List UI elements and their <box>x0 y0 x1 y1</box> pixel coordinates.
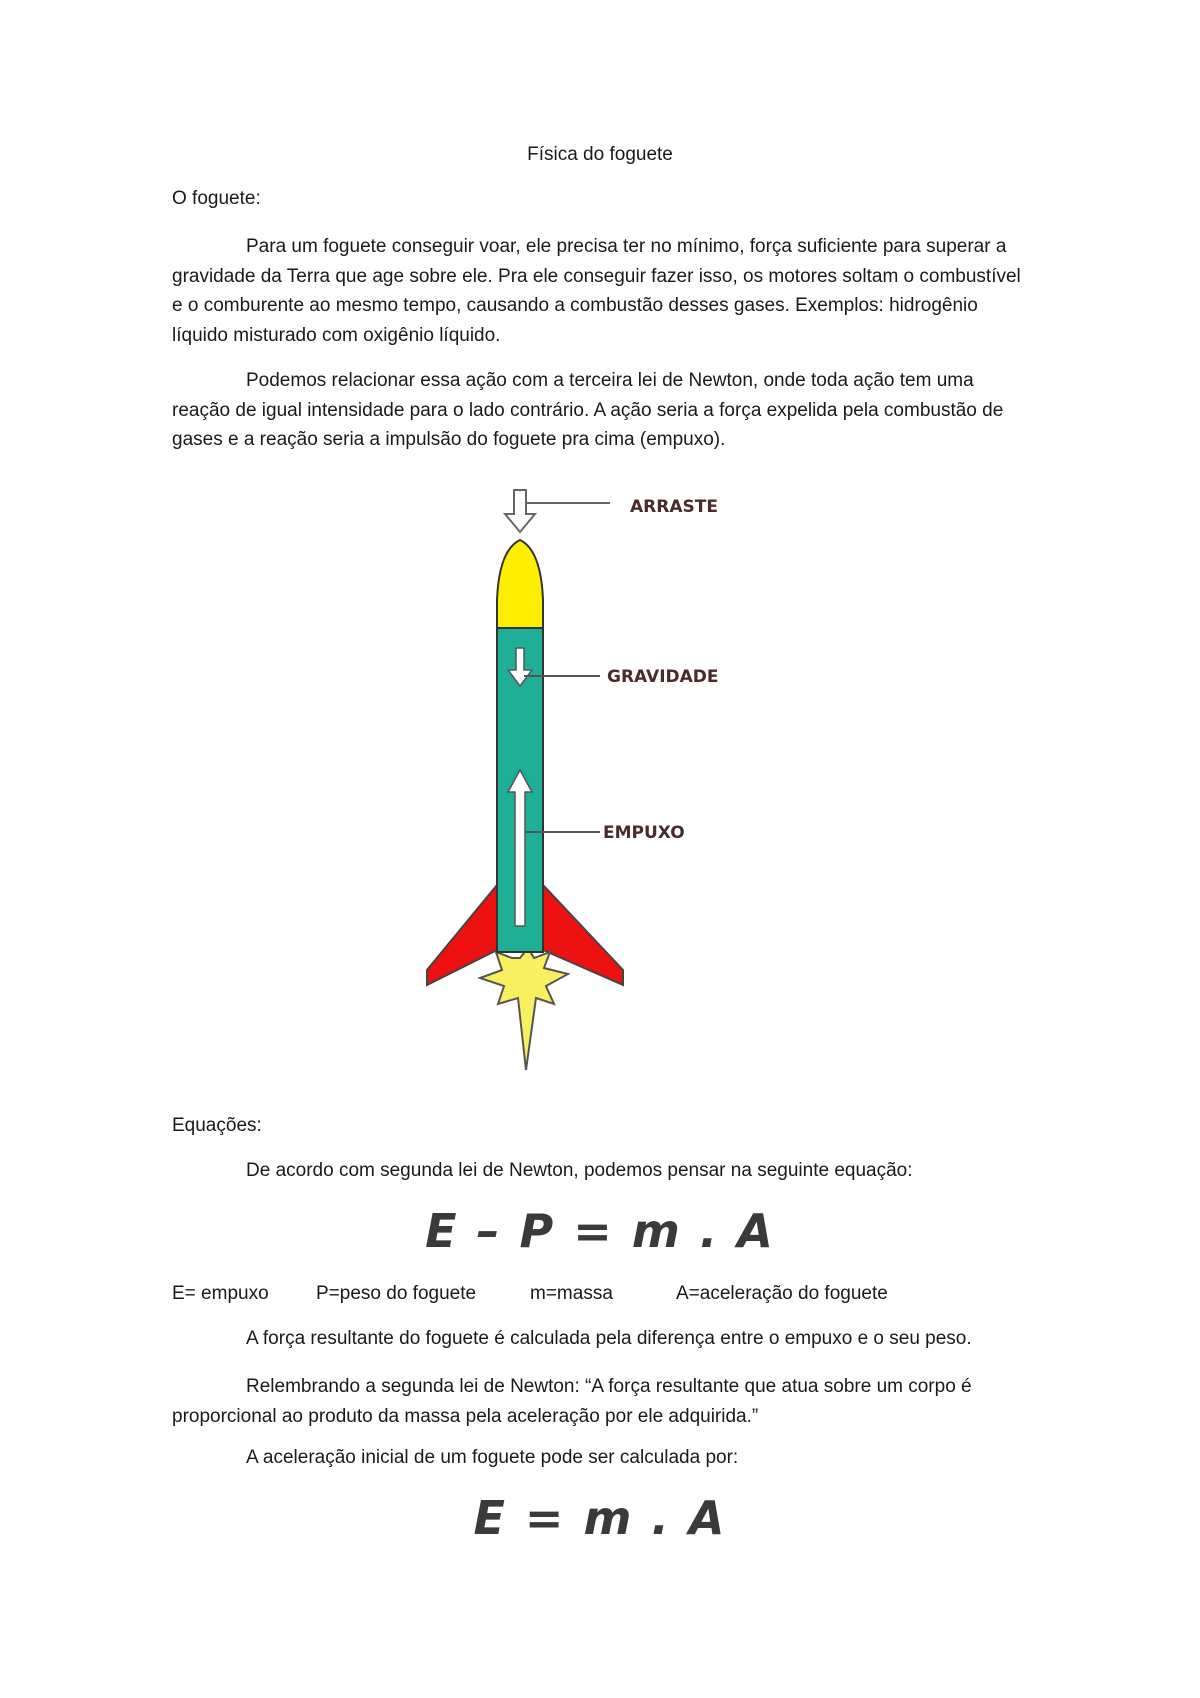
legend-acceleration: A=aceleração do foguete <box>676 1283 888 1304</box>
label-drag: ARRASTE <box>630 497 718 517</box>
initial-acceleration-text: A aceleração inicial de um foguete pode ser calculada por: <box>246 1447 739 1468</box>
label-gravity: GRAVIDADE <box>607 667 719 687</box>
equation-initial-acceleration: E = m . A <box>473 1491 727 1545</box>
rocket-nose-cone <box>497 540 543 628</box>
legend-thrust: E= empuxo <box>172 1283 269 1304</box>
exhaust-flame <box>480 948 568 1070</box>
left-fin <box>427 885 497 985</box>
paragraph-newton-second-law: Relembrando a segunda lei de Newton: “A força resultante que atua sobre um corpo é proporcional ao produto da massa pela aceleração por ele adquirida.” <box>172 1376 972 1427</box>
rocket-forces-diagram <box>400 480 760 1080</box>
legend-weight: P=peso do foguete <box>316 1283 477 1304</box>
legend-mass: m=massa <box>530 1283 613 1304</box>
equation-legend <box>172 1283 1072 1311</box>
drag-arrow-icon <box>505 490 610 532</box>
resultant-force-text: A força resultante do foguete é calculada pela diferença entre o empuxo e o seu peso. <box>246 1328 972 1349</box>
gravity-arrow-icon <box>508 648 600 686</box>
label-thrust: EMPUXO <box>603 823 685 843</box>
paragraph-newton-third-law: Podemos relacionar essa ação com a terceira lei de Newton, onde toda ação tem uma reação de igual intensidade para o lado contrário. A ação seria a força expelida pela combustão de gases e a reação seria a impulsão do foguete pra cima (empuxo). <box>172 370 1004 450</box>
section-heading-rocket: O foguete: <box>172 188 261 209</box>
equation-newton-second-law: E – P = m . A <box>425 1204 775 1258</box>
section-heading-equations: Equações: <box>172 1115 262 1136</box>
equation-intro: De acordo com segunda lei de Newton, podemos pensar na seguinte equação: <box>246 1160 913 1181</box>
paragraph-flight: Para um foguete conseguir voar, ele precisa ter no mínimo, força suficiente para superar a gravidade da Terra que age sobre ele. Pra ele conseguir fazer isso, os motores soltam o combustível e o comburente ao mesmo tempo, causando a combustão desses gases. Exemplos: hidrogênio líquido misturado com oxigênio líquido. <box>172 236 1021 346</box>
page-title: Física do foguete <box>527 144 673 165</box>
